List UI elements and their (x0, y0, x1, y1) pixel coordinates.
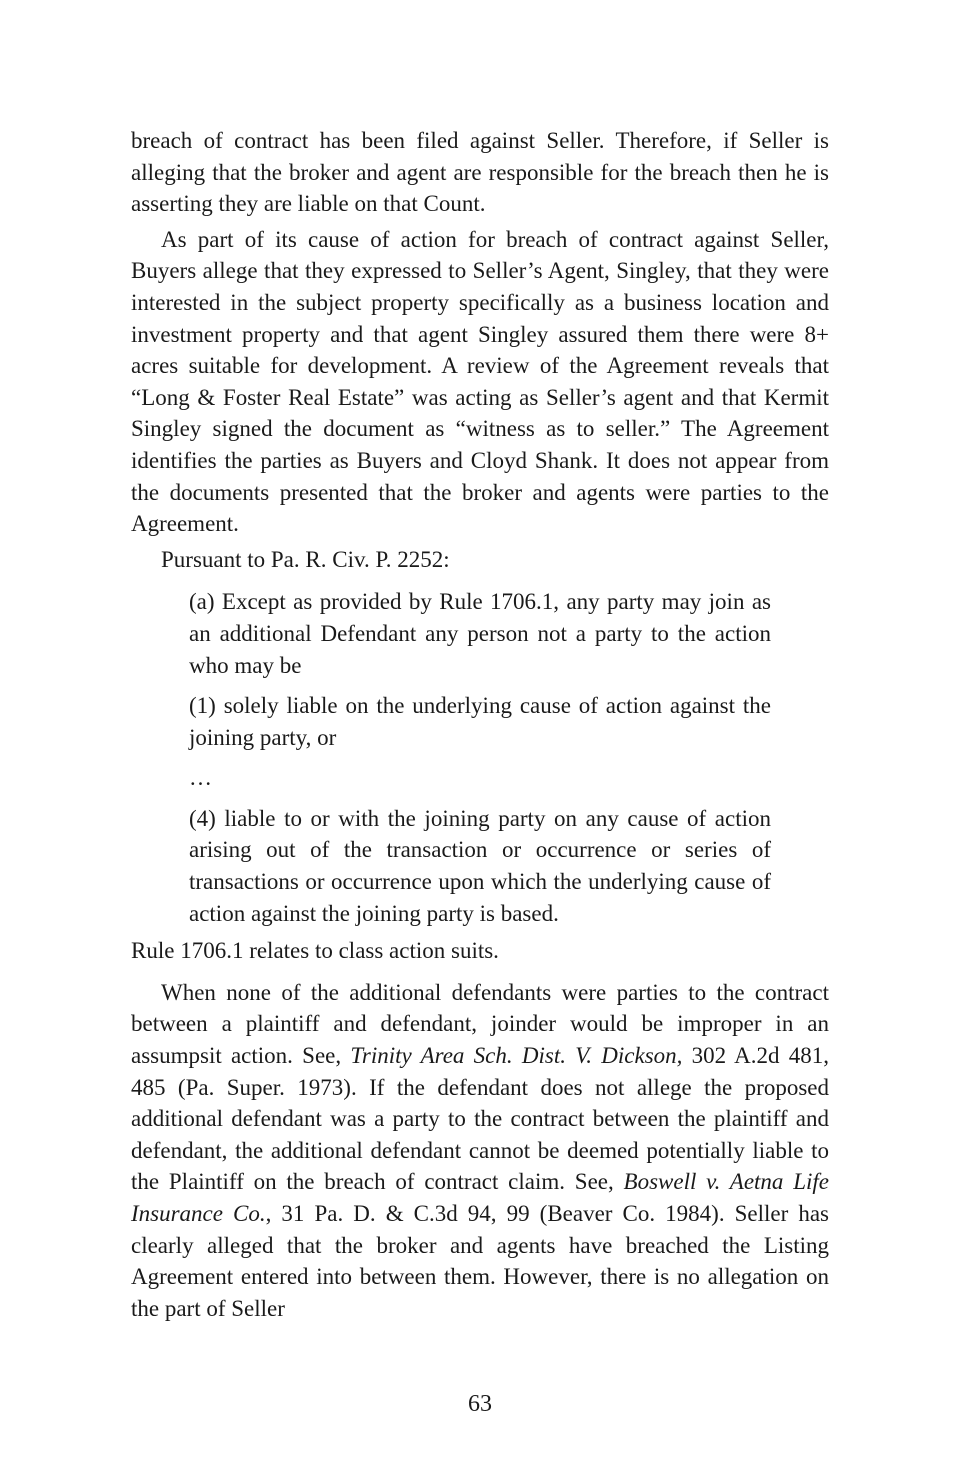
case-citation-trinity: Trinity Area Sch. Dist. V. Dickson, (350, 1043, 683, 1069)
quote-clause-a: (a) Except as provided by Rule 1706.1, any party may join as an additional Defendant any person not a party to the action who may be (189, 589, 771, 678)
rule-note: Rule 1706.1 relates to class action suits. (131, 938, 499, 964)
quote-ellipsis: … (189, 765, 212, 791)
paragraph-joinder-analysis (131, 977, 829, 1325)
joinder-text-3: , 31 Pa. D. & C.3d 94, 99 (Beaver Co. 1984). Seller has clearly alleged that the broker and agents have breached the Listing Agreement entered into between them. However, there is no allegation on the part of Seller (131, 1201, 829, 1321)
paragraph-continued: breach of contract has been filed against Seller. Therefore, if Seller is alleging that the broker and agent are responsible for the breach then he is asserting they are liable on that Count. (131, 128, 829, 217)
paragraph-buyers-allegation: As part of its cause of action for breach of contract against Seller, Buyers allege that they expressed to Seller’s Agent, Singley, that they were interested in the subject property specifically as a business location and investment property and that agent Singley assured them there were 8+ acres suitable for development. A review of the Agreement reveals that “Long & Foster Real Estate” was acting as Seller’s agent and that Kermit Singley signed the document as “witness as to seller.” The Agreement identifies the parties as Buyers and Cloyd Shank. It does not appear from the documents presented that the broker and agents were parties to the Agreement. (131, 226, 829, 537)
body-text (131, 125, 829, 1324)
joinder-text-1: When none of the additional defendants were parties to the contract between a plaintiff and defendant, joinder would be improper in an assumpsit action. See, (131, 979, 829, 1069)
joinder-text-2: 302 A.2d 481, 485 (Pa. Super. 1973). If the defendant does not allege the proposed additional defendant was a party to the contract between the plaintiff and defendant, the additional defendant cannot be deemed potentially liable to the Plaintiff on the breach of contract claim. See, (131, 1043, 830, 1195)
paragraph-pursuant-rule: Pursuant to Pa. R. Civ. P. 2252: (161, 546, 450, 572)
quote-item-1: (1) solely liable on the underlying cause of action against the joining party, or (189, 693, 771, 750)
case-citation-boswell: Boswell v. Aetna Life Insurance Co. (131, 1169, 830, 1226)
page-number: 63 (468, 1391, 492, 1417)
quote-item-4: (4) liable to or with the joining party on any cause of action arising out of the transaction or occurrence or series of transactions or occurrence upon which the underlying cause of action against the joining party is based. (189, 805, 771, 926)
block-quote-rule-2252 (189, 586, 771, 929)
